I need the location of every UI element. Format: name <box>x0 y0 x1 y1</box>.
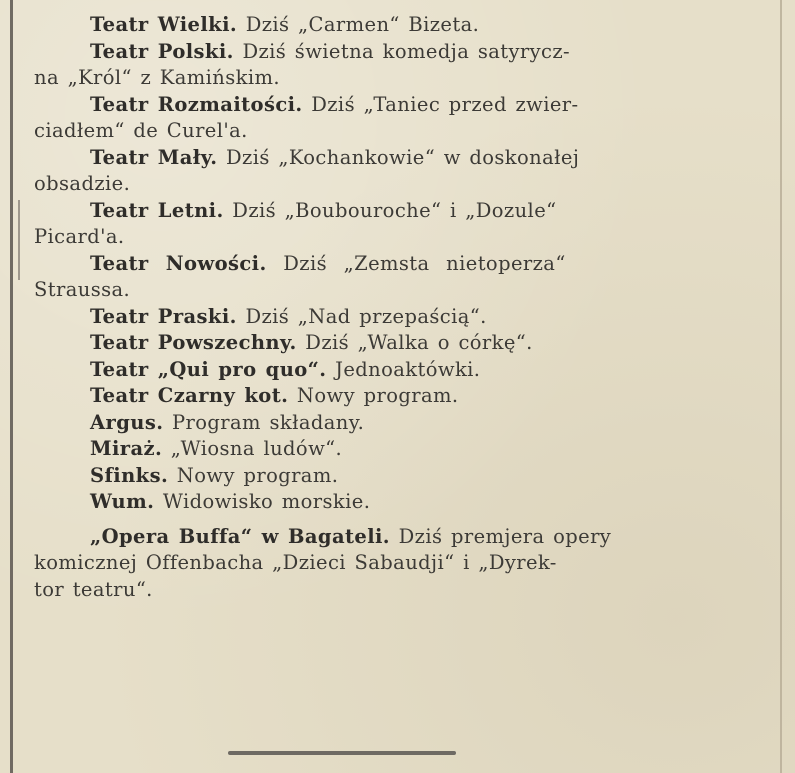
theatre-name: „Opera Buffa“ w Bagateli. <box>90 524 390 548</box>
listing-line <box>34 145 680 172</box>
listing-line <box>34 410 680 437</box>
listing-text: Widowisko morskie. <box>162 490 371 513</box>
listing-text: Jednoaktówki. <box>335 357 481 381</box>
theatre-name: Miraż. <box>90 437 163 460</box>
listing-continuation: ciadłem“ de Curel'a. <box>34 119 248 142</box>
listing-text: Dziś „Boubouroche“ i „Dozule“ <box>232 198 557 222</box>
listing-continuation: tor teatru“. <box>34 577 153 601</box>
listing-text: Nowy program. <box>176 463 339 487</box>
listing-text: Program składany. <box>172 410 365 434</box>
theatre-name: Sfinks. <box>90 463 169 487</box>
listing-text: Nowy program. <box>296 384 459 407</box>
listing-line <box>34 304 680 331</box>
listing-continuation: na „Król“ z Kamińskim. <box>34 66 281 89</box>
theatre-name: Teatr Letni. <box>90 198 224 222</box>
listing-text: „Wiosna ludów“. <box>170 437 343 460</box>
listing-text: Dziś „Zemsta nietoperza“ <box>283 251 566 275</box>
theatre-name: Teatr Praski. <box>90 304 237 328</box>
listing-text: Dziś „Carmen“ Bizeta. <box>245 13 480 36</box>
theatre-name: Teatr Nowości. <box>90 251 267 275</box>
listing-text: Dziś „Nad przepaścią“. <box>245 304 487 328</box>
listing-line <box>34 330 680 357</box>
listing-continuation: Picard'a. <box>34 225 125 248</box>
theatre-name: Teatr Wielki. <box>90 13 238 36</box>
theatre-name: Wum. <box>90 490 155 513</box>
theatre-name: Teatr Rozmaitości. <box>90 92 303 116</box>
listing-line <box>34 251 680 278</box>
theatre-name: Teatr Czarny kot. <box>90 384 289 407</box>
listing-continuation: obsadzie. <box>34 172 131 195</box>
listing-line <box>34 357 680 384</box>
column-rule-right <box>780 0 782 773</box>
column-rule-mark <box>18 200 20 280</box>
listing-line <box>34 383 680 410</box>
listing-line <box>34 39 680 66</box>
listing-line <box>34 524 680 551</box>
listing-line <box>34 92 680 119</box>
theatre-name: Teatr Powszechny. <box>90 331 297 354</box>
listing-line <box>34 12 680 39</box>
listing-line <box>34 489 680 516</box>
listing-line <box>34 463 680 490</box>
section-divider <box>228 751 456 755</box>
listing-continuation: Straussa. <box>34 278 131 301</box>
theatre-name: Teatr Polski. <box>90 39 234 63</box>
listing-continuation: komicznej Offenbacha „Dzieci Sabaudji“ i „Dyrek- <box>34 551 557 574</box>
theatre-listings-column <box>34 12 680 603</box>
listing-text: Dziś świetna komedja satyrycz- <box>242 39 571 63</box>
theatre-name: Teatr „Qui pro quo“. <box>90 357 327 381</box>
listing-line <box>34 198 680 225</box>
column-rule-left <box>10 0 13 773</box>
listing-text: Dziś „Kochankowie“ w doskonałej <box>226 145 580 169</box>
listing-line <box>34 436 680 463</box>
listing-text: Dziś „Taniec przed zwier- <box>311 92 579 116</box>
listing-text: Dziś premjera opery <box>398 524 612 548</box>
listing-text: Dziś „Walka o córkę“. <box>305 331 533 354</box>
theatre-name: Argus. <box>90 410 164 434</box>
theatre-name: Teatr Mały. <box>90 145 218 169</box>
